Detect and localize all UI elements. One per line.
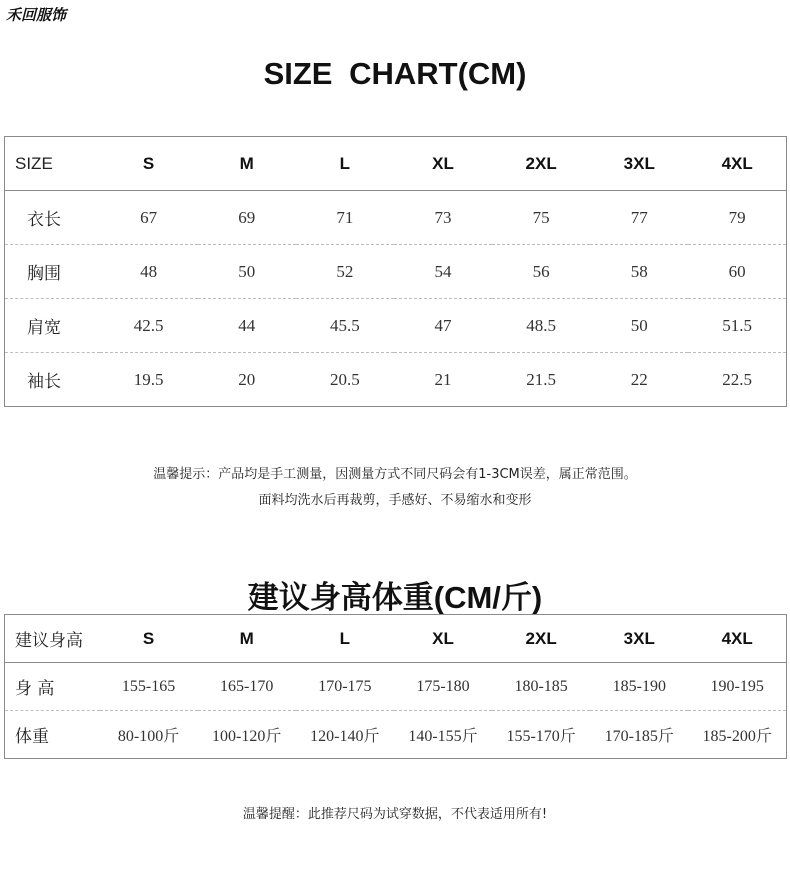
table-cell: 175-180 [394,663,492,711]
table-cell: 51.5 [688,299,786,353]
size-header-cell: S [100,615,198,663]
table-cell: 180-185 [492,663,590,711]
table-cell: 20 [238,369,256,389]
row-label-chest: 胸围 [5,245,100,299]
size-header-cell: 4XL [688,137,786,191]
size-header-cell: XL [394,137,492,191]
brand-logo-text: 禾回服饰 [6,6,67,24]
table-cell: 140-155斤 [408,728,478,745]
table-cell: 50 [198,245,296,299]
table-cell: 50 [590,299,688,353]
table-row [5,299,787,353]
table-cell: 155-170斤 [506,728,576,745]
table-row [5,663,787,711]
table-cell: 21.5 [526,369,556,389]
table-cell: 69 [198,191,296,245]
table-cell: 80-100斤 [117,728,180,745]
table-cell: 120-140斤 [310,728,380,745]
size-header-cell: XL [394,615,492,663]
size-header-cell: M [198,615,296,663]
table-cell: 44 [198,299,296,353]
size-header-cell: M [198,137,296,191]
size-header-cell: S [100,137,198,191]
table-cell: 79 [688,191,786,245]
table-cell: 45.5 [296,299,394,353]
size-header-cell: L [296,137,394,191]
table-cell: 58 [590,245,688,299]
row-label-length: 衣长 [5,191,100,245]
recommend-header-label: 建议身高 [5,615,100,663]
recommend-title: 建议身高体重(CM/斤) [247,580,543,615]
recommend-table [4,614,787,759]
row-label-weight: 体重 [15,727,49,747]
size-header-cell: 2XL [492,615,590,663]
recommend-header-row [5,615,787,663]
table-cell: 48.5 [492,299,590,353]
table-cell: 21 [434,369,452,389]
table-cell: 42.5 [100,299,198,353]
table-cell: 48 [100,245,198,299]
measurement-note: 温馨提示：产品均是手工测量，因测量方式不同尺码会有1-3CM误差，属正常范围。 [153,467,637,482]
size-chart-title: SIZE CHART(CM) [263,56,527,91]
table-cell: 20.5 [329,369,360,389]
table-cell: 185-200斤 [702,728,772,745]
row-label-shoulder: 肩宽 [5,299,100,353]
table-cell: 170-185斤 [604,728,674,745]
table-cell: 19.5 [133,369,164,389]
table-cell: 56 [492,245,590,299]
table-cell: 22.5 [722,369,753,389]
table-cell: 47 [394,299,492,353]
table-cell: 190-195 [688,663,786,711]
table-row [5,353,787,407]
table-cell: 71 [296,191,394,245]
size-chart-header-row [5,137,787,191]
table-row [5,245,787,299]
size-header-cell: 3XL [590,615,688,663]
size-header-cell: 2XL [492,137,590,191]
size-chart-table [4,136,787,407]
size-header-cell: 4XL [688,615,786,663]
fabric-note: 面料均洗水后再裁剪，手感好、不易缩水和变形 [258,493,532,508]
table-cell: 185-190 [590,663,688,711]
size-header-cell: L [296,615,394,663]
table-cell: 22 [630,369,648,389]
table-row [5,191,787,245]
disclaimer-note: 温馨提醒：此推荐尺码为试穿数据，不代表适用所有! [242,807,548,822]
table-cell: 155-165 [100,663,198,711]
table-cell: 73 [394,191,492,245]
table-cell: 75 [492,191,590,245]
table-cell: 60 [688,245,786,299]
table-cell: 100-120斤 [212,728,282,745]
row-label-sleeve: 袖长 [27,372,61,392]
table-cell: 67 [100,191,198,245]
table-row [5,711,787,759]
table-cell: 52 [296,245,394,299]
table-cell: 165-170 [198,663,296,711]
table-cell: 170-175 [296,663,394,711]
size-header-label: SIZE [5,137,100,191]
table-cell: 77 [590,191,688,245]
table-cell: 54 [394,245,492,299]
size-header-cell: 3XL [590,137,688,191]
row-label-height: 身 高 [5,663,100,711]
